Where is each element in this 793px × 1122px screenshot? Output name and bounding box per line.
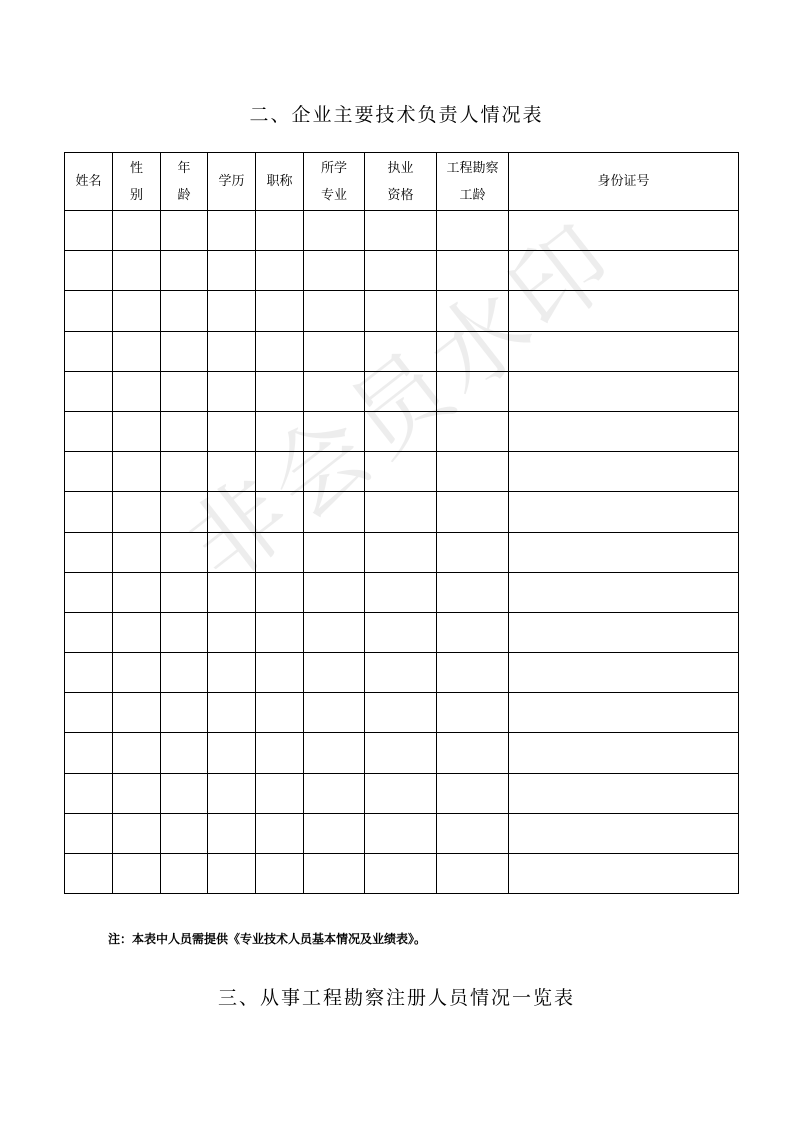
table-cell[interactable] xyxy=(256,291,304,331)
table-cell[interactable] xyxy=(161,693,208,733)
table-cell[interactable] xyxy=(161,452,208,492)
table-cell[interactable] xyxy=(365,251,437,291)
table-cell[interactable] xyxy=(437,532,509,572)
table-cell[interactable] xyxy=(509,331,739,371)
table-cell[interactable] xyxy=(304,773,365,813)
table-cell[interactable] xyxy=(208,693,256,733)
table-cell[interactable] xyxy=(65,251,113,291)
table-cell[interactable] xyxy=(304,532,365,572)
table-cell[interactable] xyxy=(509,572,739,612)
table-cell[interactable] xyxy=(365,211,437,251)
table-row xyxy=(65,813,739,853)
table-cell[interactable] xyxy=(437,653,509,693)
table-cell[interactable] xyxy=(365,733,437,773)
table-cell[interactable] xyxy=(65,653,113,693)
table-cell[interactable] xyxy=(208,251,256,291)
table-cell[interactable] xyxy=(161,411,208,451)
table-cell[interactable] xyxy=(304,371,365,411)
table-cell[interactable] xyxy=(208,854,256,894)
section-3-title: 三、从事工程勘察注册人员情况一览表 xyxy=(217,987,575,1009)
table-cell[interactable] xyxy=(256,773,304,813)
table-cell[interactable] xyxy=(509,532,739,572)
table-cell[interactable] xyxy=(113,492,161,532)
table-cell[interactable] xyxy=(161,251,208,291)
table-cell[interactable] xyxy=(304,854,365,894)
table-cell[interactable] xyxy=(113,693,161,733)
table-cell[interactable] xyxy=(161,773,208,813)
table-cell[interactable] xyxy=(256,693,304,733)
table-cell[interactable] xyxy=(65,813,113,853)
table-cell[interactable] xyxy=(113,331,161,371)
table-cell[interactable] xyxy=(304,291,365,331)
table-cell[interactable] xyxy=(208,331,256,371)
table-cell[interactable] xyxy=(437,773,509,813)
header-age: 年 龄 xyxy=(161,153,208,211)
table-cell[interactable] xyxy=(437,612,509,652)
table-cell[interactable] xyxy=(65,211,113,251)
section-2-title: 二、企业主要技术负责人情况表 xyxy=(249,104,544,126)
table-row xyxy=(65,211,739,251)
table-cell[interactable] xyxy=(437,411,509,451)
header-education: 学历 xyxy=(208,153,256,211)
table-cell[interactable] xyxy=(437,693,509,733)
table-cell[interactable] xyxy=(256,612,304,652)
table-cell[interactable] xyxy=(113,411,161,451)
table-cell[interactable] xyxy=(304,411,365,451)
table-cell[interactable] xyxy=(509,854,739,894)
table-cell[interactable] xyxy=(208,653,256,693)
table-cell[interactable] xyxy=(161,371,208,411)
table-cell[interactable] xyxy=(256,653,304,693)
table-cell[interactable] xyxy=(161,854,208,894)
table-row xyxy=(65,733,739,773)
table-row xyxy=(65,371,739,411)
table-cell[interactable] xyxy=(256,371,304,411)
table-cell[interactable] xyxy=(365,693,437,733)
table-cell[interactable] xyxy=(113,251,161,291)
table-body xyxy=(65,211,739,894)
table-cell[interactable] xyxy=(161,492,208,532)
table-cell[interactable] xyxy=(161,331,208,371)
table-cell[interactable] xyxy=(437,492,509,532)
table-cell[interactable] xyxy=(365,411,437,451)
table-cell[interactable] xyxy=(256,331,304,371)
table-cell[interactable] xyxy=(208,211,256,251)
table-cell[interactable] xyxy=(437,331,509,371)
table-cell[interactable] xyxy=(509,653,739,693)
technical-leaders-table xyxy=(64,152,739,894)
table-cell[interactable] xyxy=(113,291,161,331)
table-cell[interactable] xyxy=(65,612,113,652)
table-cell[interactable] xyxy=(509,693,739,733)
table-cell[interactable] xyxy=(208,572,256,612)
table-cell[interactable] xyxy=(65,733,113,773)
table-cell[interactable] xyxy=(161,532,208,572)
header-survey-years: 工程勘察 工龄 xyxy=(437,153,509,211)
table-cell[interactable] xyxy=(437,813,509,853)
table-row xyxy=(65,854,739,894)
table-cell[interactable] xyxy=(304,612,365,652)
table-cell[interactable] xyxy=(113,532,161,572)
table-cell[interactable] xyxy=(113,572,161,612)
table-cell[interactable] xyxy=(256,733,304,773)
table-cell[interactable] xyxy=(365,653,437,693)
table-cell[interactable] xyxy=(365,612,437,652)
header-major: 所学 专业 xyxy=(304,153,365,211)
header-title: 职称 xyxy=(256,153,304,211)
table-cell[interactable] xyxy=(113,211,161,251)
table-cell[interactable] xyxy=(208,612,256,652)
table-cell[interactable] xyxy=(437,291,509,331)
table-cell[interactable] xyxy=(437,733,509,773)
table-cell[interactable] xyxy=(304,733,365,773)
table-cell[interactable] xyxy=(65,532,113,572)
table-cell[interactable] xyxy=(437,452,509,492)
table-cell[interactable] xyxy=(161,612,208,652)
table-cell[interactable] xyxy=(65,452,113,492)
table-row xyxy=(65,492,739,532)
table-cell[interactable] xyxy=(256,854,304,894)
table-cell[interactable] xyxy=(256,211,304,251)
table-cell[interactable] xyxy=(65,291,113,331)
table-cell[interactable] xyxy=(161,813,208,853)
table-cell[interactable] xyxy=(113,813,161,853)
table-cell[interactable] xyxy=(208,452,256,492)
table-cell[interactable] xyxy=(256,492,304,532)
table-cell[interactable] xyxy=(304,492,365,532)
table-cell[interactable] xyxy=(208,773,256,813)
table-cell[interactable] xyxy=(113,371,161,411)
table-cell[interactable] xyxy=(113,773,161,813)
table-cell[interactable] xyxy=(365,854,437,894)
table-cell[interactable] xyxy=(256,813,304,853)
table-row xyxy=(65,532,739,572)
header-gender: 性 别 xyxy=(113,153,161,211)
table-cell[interactable] xyxy=(509,773,739,813)
table-cell[interactable] xyxy=(304,452,365,492)
table-cell[interactable] xyxy=(208,411,256,451)
table-cell[interactable] xyxy=(65,773,113,813)
table-cell[interactable] xyxy=(437,251,509,291)
table-cell[interactable] xyxy=(256,452,304,492)
table-cell[interactable] xyxy=(161,653,208,693)
table-cell[interactable] xyxy=(65,492,113,532)
table-cell[interactable] xyxy=(161,211,208,251)
table-cell[interactable] xyxy=(161,733,208,773)
table-cell[interactable] xyxy=(304,251,365,291)
table-cell[interactable] xyxy=(113,733,161,773)
table-cell[interactable] xyxy=(304,572,365,612)
table-cell[interactable] xyxy=(65,411,113,451)
table-note: 注：本表中人员需提供《专业技术人员基本情况及业绩表》。 xyxy=(108,932,427,946)
table-cell[interactable] xyxy=(509,291,739,331)
table-cell[interactable] xyxy=(208,532,256,572)
table-cell[interactable] xyxy=(208,813,256,853)
table-cell[interactable] xyxy=(208,291,256,331)
table-row xyxy=(65,653,739,693)
table-cell[interactable] xyxy=(161,572,208,612)
table-cell[interactable] xyxy=(365,291,437,331)
table-row xyxy=(65,411,739,451)
table-cell[interactable] xyxy=(509,492,739,532)
table-cell[interactable] xyxy=(208,371,256,411)
table-cell[interactable] xyxy=(256,251,304,291)
watermark: 非会员水印 xyxy=(167,201,639,605)
table-row xyxy=(65,572,739,612)
table-cell[interactable] xyxy=(509,813,739,853)
table-cell[interactable] xyxy=(365,572,437,612)
table-cell[interactable] xyxy=(161,291,208,331)
table-header-row xyxy=(65,153,739,211)
table-cell[interactable] xyxy=(256,572,304,612)
table-cell[interactable] xyxy=(509,733,739,773)
table-cell[interactable] xyxy=(304,331,365,371)
table-cell[interactable] xyxy=(365,813,437,853)
table-cell[interactable] xyxy=(65,331,113,371)
table-row xyxy=(65,693,739,733)
table-cell[interactable] xyxy=(65,572,113,612)
table-cell[interactable] xyxy=(509,251,739,291)
table-cell[interactable] xyxy=(256,411,304,451)
table-cell[interactable] xyxy=(509,371,739,411)
table-cell[interactable] xyxy=(208,492,256,532)
table-cell[interactable] xyxy=(113,653,161,693)
table-cell[interactable] xyxy=(65,854,113,894)
table-cell[interactable] xyxy=(509,211,739,251)
table-cell[interactable] xyxy=(113,854,161,894)
table-cell[interactable] xyxy=(437,572,509,612)
table-cell[interactable] xyxy=(509,612,739,652)
table-cell[interactable] xyxy=(365,371,437,411)
table-cell[interactable] xyxy=(365,773,437,813)
table-cell[interactable] xyxy=(437,371,509,411)
table-cell[interactable] xyxy=(437,211,509,251)
table-cell[interactable] xyxy=(256,532,304,572)
table-cell[interactable] xyxy=(65,371,113,411)
table-cell[interactable] xyxy=(113,452,161,492)
table-cell[interactable] xyxy=(208,733,256,773)
header-name: 姓名 xyxy=(65,153,113,211)
table-cell[interactable] xyxy=(365,331,437,371)
table-row xyxy=(65,331,739,371)
header-id-number: 身份证号 xyxy=(509,153,739,211)
table-row xyxy=(65,773,739,813)
table-cell[interactable] xyxy=(304,211,365,251)
table-cell[interactable] xyxy=(365,492,437,532)
table-cell[interactable] xyxy=(304,653,365,693)
table-cell[interactable] xyxy=(304,693,365,733)
table-row xyxy=(65,452,739,492)
table-row xyxy=(65,251,739,291)
table-cell[interactable] xyxy=(365,532,437,572)
table-cell[interactable] xyxy=(65,693,113,733)
table-cell[interactable] xyxy=(509,452,739,492)
table-row xyxy=(65,612,739,652)
table-cell[interactable] xyxy=(437,854,509,894)
table-cell[interactable] xyxy=(509,411,739,451)
table-row xyxy=(65,291,739,331)
table-cell[interactable] xyxy=(304,813,365,853)
header-qualification: 执业 资格 xyxy=(365,153,437,211)
table-cell[interactable] xyxy=(365,452,437,492)
table-cell[interactable] xyxy=(113,612,161,652)
